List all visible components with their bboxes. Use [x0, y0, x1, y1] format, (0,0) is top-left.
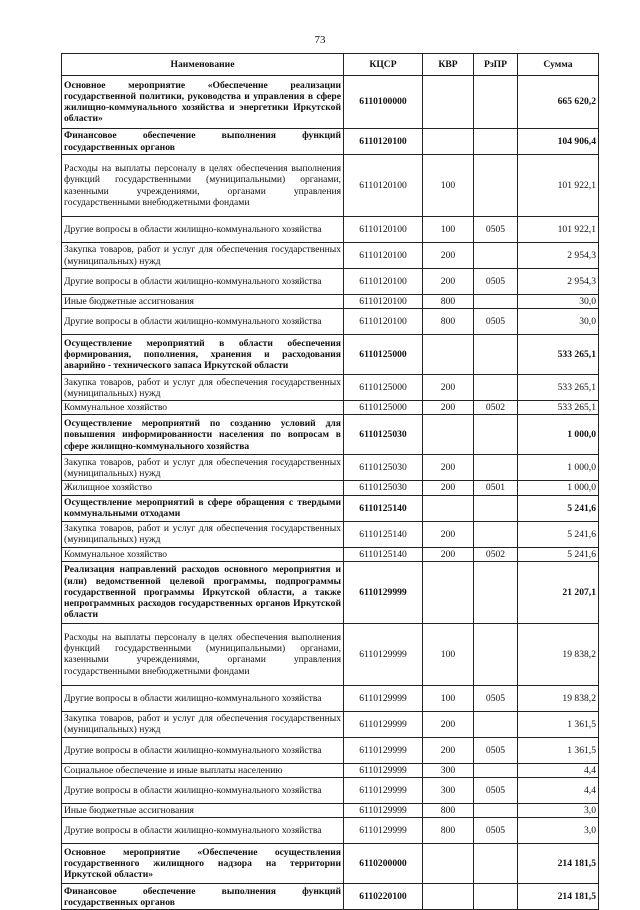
table-row — [62, 76, 599, 129]
row-kvr-cell: 100 — [423, 217, 474, 243]
row-rzpr-cell — [474, 763, 518, 777]
row-sum-cell: 30,0 — [518, 309, 599, 335]
budget-table — [61, 53, 599, 910]
row-name-cell: Расходы на выплаты персоналу в целях обеспечения выполнения функций государственными (муниципальными) органами, казенными учреждениями, органами управления государственными внебюджетными фондами — [62, 623, 344, 685]
row-kvr-cell: 200 — [423, 375, 474, 401]
row-rzpr-cell: 0505 — [474, 737, 518, 763]
row-kcsr-cell: 6110120100 — [344, 295, 423, 309]
row-sum-cell: 1 361,5 — [518, 737, 599, 763]
row-name-cell: Реализация направлений расходов основного мероприятия и (или) ведомственной целевой программы, подпрограммы государственной программы Иркутской области, а также непрограммных расходов государственных органов Иркутской области — [62, 561, 344, 623]
row-kvr-cell: 200 — [423, 711, 474, 737]
header-sum: Сумма — [518, 54, 599, 76]
row-name-cell: Другие вопросы в области жилищно-коммунального хозяйства — [62, 217, 344, 243]
row-rzpr-cell: 0502 — [474, 547, 518, 561]
table-row — [62, 561, 599, 623]
row-sum-cell: 3,0 — [518, 818, 599, 844]
table-row — [62, 335, 599, 375]
row-sum-cell: 1 000,0 — [518, 481, 599, 495]
row-rzpr-cell — [474, 521, 518, 547]
row-rzpr-cell — [474, 884, 518, 910]
row-kcsr-cell: 6110125000 — [344, 335, 423, 375]
row-kcsr-cell: 6110220100 — [344, 884, 423, 910]
row-sum-cell: 101 922,1 — [518, 155, 599, 217]
row-sum-cell: 19 838,2 — [518, 685, 599, 711]
row-kvr-cell: 100 — [423, 623, 474, 685]
row-kvr-cell: 200 — [423, 455, 474, 481]
row-sum-cell: 4,4 — [518, 778, 599, 804]
row-kvr-cell: 800 — [423, 309, 474, 335]
row-rzpr-cell — [474, 495, 518, 521]
row-rzpr-cell: 0505 — [474, 818, 518, 844]
table-row — [62, 455, 599, 481]
row-kcsr-cell: 6110125000 — [344, 401, 423, 415]
row-kcsr-cell: 6110129999 — [344, 561, 423, 623]
row-name-cell: Основное мероприятие «Обеспечение реализации государственной политики, руководства и управления в сфере жилищно-коммунального хозяйства и энергетики Иркутской области» — [62, 76, 344, 129]
row-kvr-cell: 100 — [423, 155, 474, 217]
row-kcsr-cell: 6110129999 — [344, 778, 423, 804]
row-kcsr-cell: 6110129999 — [344, 737, 423, 763]
table-row — [62, 711, 599, 737]
row-name-cell: Закупка товаров, работ и услуг для обеспечения государственных (муниципальных) нужд — [62, 375, 344, 401]
row-sum-cell: 665 620,2 — [518, 76, 599, 129]
table-row — [62, 415, 599, 455]
table-row — [62, 155, 599, 217]
row-kvr-cell — [423, 884, 474, 910]
row-name-cell: Осуществление мероприятий в сфере обращения с твердыми коммунальными отходами — [62, 495, 344, 521]
row-kvr-cell: 200 — [423, 737, 474, 763]
row-rzpr-cell — [474, 155, 518, 217]
header-rzpr: РзПР — [474, 54, 518, 76]
row-kcsr-cell: 6110100000 — [344, 76, 423, 129]
row-kcsr-cell: 6110129999 — [344, 711, 423, 737]
row-kvr-cell: 200 — [423, 243, 474, 269]
row-name-cell: Финансовое обеспечение выполнения функций государственных органов — [62, 129, 344, 155]
row-sum-cell: 2 954,3 — [518, 269, 599, 295]
row-name-cell: Другие вопросы в области жилищно-коммунального хозяйства — [62, 685, 344, 711]
row-kcsr-cell: 6110129999 — [344, 818, 423, 844]
row-name-cell: Осуществление мероприятий по созданию условий для повышения информированности населения по вопросам в сфере жилищно-коммунального хозяйства — [62, 415, 344, 455]
row-sum-cell: 4,4 — [518, 763, 599, 777]
row-name-cell: Осуществление мероприятий в области обеспечения формирования, пополнения, хранения и расходования аварийно - технического запаса Иркутской области — [62, 335, 344, 375]
table-row — [62, 309, 599, 335]
row-rzpr-cell: 0505 — [474, 309, 518, 335]
header-kcsr: КЦСР — [344, 54, 423, 76]
table-row — [62, 481, 599, 495]
row-rzpr-cell — [474, 76, 518, 129]
row-rzpr-cell — [474, 561, 518, 623]
row-kvr-cell: 200 — [423, 547, 474, 561]
row-kvr-cell — [423, 495, 474, 521]
row-kcsr-cell: 6110120100 — [344, 309, 423, 335]
row-kvr-cell — [423, 561, 474, 623]
row-sum-cell: 1 000,0 — [518, 455, 599, 481]
row-sum-cell: 533 265,1 — [518, 335, 599, 375]
table-row — [62, 521, 599, 547]
row-kcsr-cell: 6110125030 — [344, 481, 423, 495]
row-kcsr-cell: 6110120100 — [344, 217, 423, 243]
table-row — [62, 269, 599, 295]
header-kvr: КВР — [423, 54, 474, 76]
row-kcsr-cell: 6110129999 — [344, 623, 423, 685]
table-row — [62, 685, 599, 711]
row-kcsr-cell: 6110120100 — [344, 129, 423, 155]
row-kvr-cell: 800 — [423, 804, 474, 818]
row-kcsr-cell: 6110129999 — [344, 804, 423, 818]
row-sum-cell: 533 265,1 — [518, 401, 599, 415]
row-rzpr-cell — [474, 415, 518, 455]
row-kcsr-cell: 6110200000 — [344, 844, 423, 884]
row-kcsr-cell: 6110125030 — [344, 415, 423, 455]
row-name-cell: Закупка товаров, работ и услуг для обеспечения государственных (муниципальных) нужд — [62, 243, 344, 269]
row-name-cell: Расходы на выплаты персоналу в целях обеспечения выполнения функций государственными (муниципальными) органами, казенными учреждениями, органами управления государственными внебюджетными фондами — [62, 155, 344, 217]
table-row — [62, 844, 599, 884]
row-kcsr-cell: 6110120100 — [344, 155, 423, 217]
header-name: Наименование — [62, 54, 344, 76]
row-name-cell: Закупка товаров, работ и услуг для обеспечения государственных (муниципальных) нужд — [62, 455, 344, 481]
row-name-cell: Основное мероприятие «Обеспечение осуществления государственного жилищного надзора на территории Иркутской области» — [62, 844, 344, 884]
row-kcsr-cell: 6110120100 — [344, 269, 423, 295]
row-name-cell: Другие вопросы в области жилищно-коммунального хозяйства — [62, 269, 344, 295]
table-row — [62, 778, 599, 804]
row-kcsr-cell: 6110129999 — [344, 763, 423, 777]
row-name-cell: Финансовое обеспечение выполнения функций государственных органов — [62, 884, 344, 910]
row-rzpr-cell — [474, 129, 518, 155]
row-sum-cell: 19 838,2 — [518, 623, 599, 685]
page-number: 73 — [314, 34, 326, 46]
row-sum-cell: 30,0 — [518, 295, 599, 309]
row-kvr-cell: 800 — [423, 295, 474, 309]
table-body — [62, 76, 599, 910]
row-sum-cell: 214 181,5 — [518, 844, 599, 884]
row-rzpr-cell — [474, 375, 518, 401]
row-name-cell: Другие вопросы в области жилищно-коммунального хозяйства — [62, 818, 344, 844]
row-rzpr-cell: 0502 — [474, 401, 518, 415]
row-sum-cell: 104 906,4 — [518, 129, 599, 155]
row-sum-cell: 533 265,1 — [518, 375, 599, 401]
row-kcsr-cell: 6110120100 — [344, 243, 423, 269]
row-kvr-cell: 300 — [423, 763, 474, 777]
row-sum-cell: 5 241,6 — [518, 495, 599, 521]
row-name-cell: Иные бюджетные ассигнования — [62, 295, 344, 309]
row-kvr-cell — [423, 415, 474, 455]
row-name-cell: Закупка товаров, работ и услуг для обеспечения государственных (муниципальных) нужд — [62, 711, 344, 737]
table-row — [62, 401, 599, 415]
table-row — [62, 804, 599, 818]
row-rzpr-cell — [474, 844, 518, 884]
row-kvr-cell: 100 — [423, 685, 474, 711]
row-kvr-cell — [423, 335, 474, 375]
row-kcsr-cell: 6110125030 — [344, 455, 423, 481]
row-kvr-cell: 200 — [423, 481, 474, 495]
row-rzpr-cell — [474, 295, 518, 309]
row-name-cell: Другие вопросы в области жилищно-коммунального хозяйства — [62, 778, 344, 804]
row-rzpr-cell — [474, 804, 518, 818]
table-row — [62, 217, 599, 243]
table-header-row — [62, 54, 599, 76]
row-kcsr-cell: 6110125140 — [344, 495, 423, 521]
row-kvr-cell: 200 — [423, 401, 474, 415]
table-row — [62, 547, 599, 561]
row-kvr-cell — [423, 844, 474, 884]
row-rzpr-cell — [474, 623, 518, 685]
row-kcsr-cell: 6110125000 — [344, 375, 423, 401]
row-kvr-cell — [423, 129, 474, 155]
table-row — [62, 243, 599, 269]
row-kvr-cell: 300 — [423, 778, 474, 804]
row-rzpr-cell — [474, 455, 518, 481]
row-rzpr-cell: 0505 — [474, 269, 518, 295]
row-kvr-cell: 200 — [423, 521, 474, 547]
row-name-cell: Иные бюджетные ассигнования — [62, 804, 344, 818]
row-sum-cell: 1 361,5 — [518, 711, 599, 737]
row-name-cell: Жилищное хозяйство — [62, 481, 344, 495]
row-name-cell: Коммунальное хозяйство — [62, 401, 344, 415]
row-name-cell: Другие вопросы в области жилищно-коммунального хозяйства — [62, 309, 344, 335]
row-kcsr-cell: 6110125140 — [344, 547, 423, 561]
row-sum-cell: 2 954,3 — [518, 243, 599, 269]
table-row — [62, 295, 599, 309]
row-rzpr-cell: 0505 — [474, 685, 518, 711]
row-rzpr-cell — [474, 711, 518, 737]
row-sum-cell: 101 922,1 — [518, 217, 599, 243]
row-rzpr-cell: 0505 — [474, 217, 518, 243]
table-row — [62, 129, 599, 155]
row-sum-cell: 5 241,6 — [518, 521, 599, 547]
row-rzpr-cell: 0505 — [474, 778, 518, 804]
table-row — [62, 737, 599, 763]
row-sum-cell: 3,0 — [518, 804, 599, 818]
row-sum-cell: 214 181,5 — [518, 884, 599, 910]
row-rzpr-cell — [474, 243, 518, 269]
table-row — [62, 818, 599, 844]
table-row — [62, 623, 599, 685]
row-rzpr-cell: 0501 — [474, 481, 518, 495]
table-row — [62, 495, 599, 521]
row-kvr-cell — [423, 76, 474, 129]
row-kvr-cell: 800 — [423, 818, 474, 844]
row-sum-cell: 1 000,0 — [518, 415, 599, 455]
row-name-cell: Закупка товаров, работ и услуг для обеспечения государственных (муниципальных) нужд — [62, 521, 344, 547]
row-kcsr-cell: 6110129999 — [344, 685, 423, 711]
table-row — [62, 375, 599, 401]
row-name-cell: Другие вопросы в области жилищно-коммунального хозяйства — [62, 737, 344, 763]
table-row — [62, 763, 599, 777]
row-sum-cell: 21 207,1 — [518, 561, 599, 623]
row-name-cell: Социальное обеспечение и иные выплаты населению — [62, 763, 344, 777]
row-rzpr-cell — [474, 335, 518, 375]
row-kvr-cell: 200 — [423, 269, 474, 295]
table-row — [62, 884, 599, 910]
row-name-cell: Коммунальное хозяйство — [62, 547, 344, 561]
row-sum-cell: 5 241,6 — [518, 547, 599, 561]
row-kcsr-cell: 6110125140 — [344, 521, 423, 547]
